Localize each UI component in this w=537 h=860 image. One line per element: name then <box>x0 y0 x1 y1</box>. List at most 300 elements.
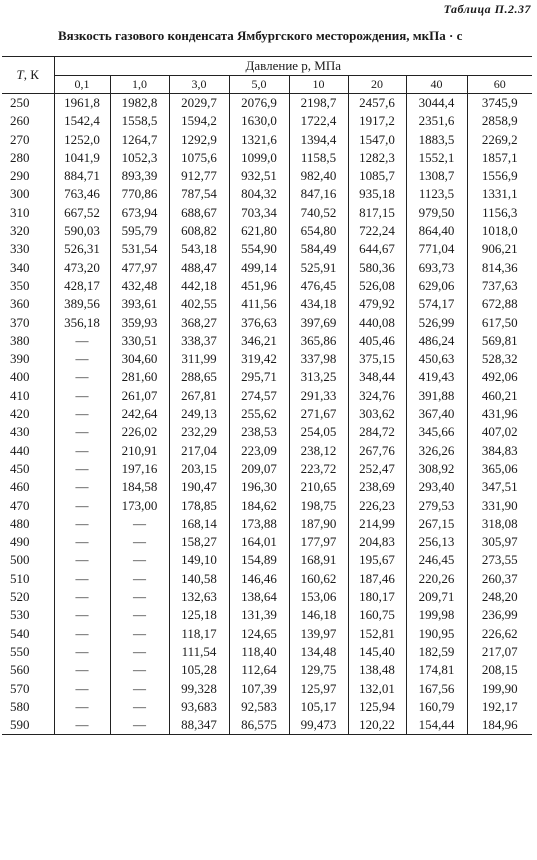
viscosity-cell: 431,96 <box>467 405 532 423</box>
viscosity-cell: 92,583 <box>229 698 289 716</box>
viscosity-cell: 88,347 <box>169 716 229 735</box>
viscosity-cell: 198,75 <box>289 497 348 515</box>
viscosity-cell: 134,48 <box>289 643 348 661</box>
viscosity-cell: 154,44 <box>406 716 467 735</box>
viscosity-cell: 1099,0 <box>229 149 289 167</box>
viscosity-cell: 847,16 <box>289 185 348 203</box>
viscosity-cell: 1123,5 <box>406 185 467 203</box>
viscosity-cell: 531,54 <box>110 240 169 258</box>
table-title: Вязкость газового конденсата Ямбургского месторождения, мкПа · с <box>58 28 463 43</box>
viscosity-cell: 397,69 <box>289 314 348 332</box>
viscosity-cell: 220,26 <box>406 570 467 588</box>
viscosity-cell: 389,56 <box>54 295 110 313</box>
viscosity-cell: 160,75 <box>348 606 406 624</box>
viscosity-cell: 763,46 <box>54 185 110 203</box>
table-row <box>2 332 532 350</box>
pressure-value-header: 0,1 <box>54 76 110 94</box>
viscosity-cell: 393,61 <box>110 295 169 313</box>
temperature-cell: 440 <box>2 442 54 460</box>
viscosity-cell: 569,81 <box>467 332 532 350</box>
viscosity-cell: 771,04 <box>406 240 467 258</box>
viscosity-cell: 2269,2 <box>467 131 532 149</box>
viscosity-cell: 210,65 <box>289 478 348 496</box>
viscosity-cell: — <box>110 570 169 588</box>
viscosity-cell: 305,97 <box>467 533 532 551</box>
viscosity-cell: 672,88 <box>467 295 532 313</box>
temperature-cell: 550 <box>2 643 54 661</box>
table-row <box>2 515 532 533</box>
viscosity-cell: 107,39 <box>229 680 289 698</box>
viscosity-cell: 167,56 <box>406 680 467 698</box>
viscosity-cell: 184,96 <box>467 716 532 735</box>
viscosity-cell: 528,32 <box>467 350 532 368</box>
viscosity-cell: 125,97 <box>289 680 348 698</box>
viscosity-cell: 187,46 <box>348 570 406 588</box>
temperature-cell: 270 <box>2 131 54 149</box>
viscosity-cell: 267,81 <box>169 387 229 405</box>
temperature-cell: 400 <box>2 368 54 386</box>
viscosity-cell: 722,24 <box>348 222 406 240</box>
table-row <box>2 94 532 113</box>
viscosity-cell: 1556,9 <box>467 167 532 185</box>
viscosity-cell: 326,26 <box>406 442 467 460</box>
viscosity-cell: 442,18 <box>169 277 229 295</box>
temperature-cell: 480 <box>2 515 54 533</box>
viscosity-cell: 1018,0 <box>467 222 532 240</box>
viscosity-cell: 486,24 <box>406 332 467 350</box>
viscosity-cell: 242,64 <box>110 405 169 423</box>
viscosity-cell: — <box>110 515 169 533</box>
viscosity-cell: 138,64 <box>229 588 289 606</box>
viscosity-cell: 105,28 <box>169 661 229 679</box>
viscosity-cell: 740,52 <box>289 204 348 222</box>
viscosity-cell: 197,16 <box>110 460 169 478</box>
viscosity-cell: 703,34 <box>229 204 289 222</box>
viscosity-cell: 173,00 <box>110 497 169 515</box>
temperature-cell: 510 <box>2 570 54 588</box>
viscosity-cell: 1630,0 <box>229 112 289 130</box>
table-row <box>2 716 532 735</box>
viscosity-cell: 440,08 <box>348 314 406 332</box>
viscosity-cell: 1282,3 <box>348 149 406 167</box>
viscosity-cell: 138,48 <box>348 661 406 679</box>
temperature-header <box>2 57 54 94</box>
viscosity-cell: 226,02 <box>110 423 169 441</box>
viscosity-cell: — <box>54 515 110 533</box>
temperature-cell: 410 <box>2 387 54 405</box>
table-row <box>2 405 532 423</box>
viscosity-cell: 1722,4 <box>289 112 348 130</box>
viscosity-cell: 1961,8 <box>54 94 110 113</box>
viscosity-cell: 195,67 <box>348 551 406 569</box>
table-row <box>2 350 532 368</box>
viscosity-cell: 223,72 <box>289 460 348 478</box>
viscosity-cell: — <box>54 698 110 716</box>
viscosity-cell: 346,21 <box>229 332 289 350</box>
viscosity-cell: — <box>110 551 169 569</box>
table-row <box>2 277 532 295</box>
viscosity-cell: 617,50 <box>467 314 532 332</box>
table-row <box>2 551 532 569</box>
viscosity-cell: 2029,7 <box>169 94 229 113</box>
viscosity-cell: 238,69 <box>348 478 406 496</box>
table-row <box>2 497 532 515</box>
viscosity-cell: 479,92 <box>348 295 406 313</box>
viscosity-cell: 238,53 <box>229 423 289 441</box>
pressure-values-row <box>2 76 532 94</box>
viscosity-cell: 160,62 <box>289 570 348 588</box>
viscosity-cell: 255,62 <box>229 405 289 423</box>
viscosity-cell: 168,14 <box>169 515 229 533</box>
viscosity-cell: 450,63 <box>406 350 467 368</box>
viscosity-cell: 864,40 <box>406 222 467 240</box>
table-row <box>2 588 532 606</box>
temperature-cell: 330 <box>2 240 54 258</box>
table-row <box>2 222 532 240</box>
viscosity-cell: 273,55 <box>467 551 532 569</box>
viscosity-cell: 281,60 <box>110 368 169 386</box>
viscosity-cell: — <box>54 588 110 606</box>
viscosity-cell: 460,21 <box>467 387 532 405</box>
viscosity-cell: 303,62 <box>348 405 406 423</box>
viscosity-cell: 238,12 <box>289 442 348 460</box>
viscosity-cell: 526,31 <box>54 240 110 258</box>
viscosity-cell: — <box>110 588 169 606</box>
table-body <box>2 94 532 735</box>
viscosity-cell: — <box>110 716 169 735</box>
viscosity-cell: 1264,7 <box>110 131 169 149</box>
viscosity-cell: — <box>110 533 169 551</box>
viscosity-cell: 129,75 <box>289 661 348 679</box>
table-row <box>2 295 532 313</box>
viscosity-cell: — <box>54 350 110 368</box>
viscosity-cell: 337,98 <box>289 350 348 368</box>
viscosity-cell: 149,10 <box>169 551 229 569</box>
temperature-cell: 300 <box>2 185 54 203</box>
table-row <box>2 167 532 185</box>
temperature-cell: 470 <box>2 497 54 515</box>
viscosity-cell: 173,88 <box>229 515 289 533</box>
viscosity-cell: 367,40 <box>406 405 467 423</box>
viscosity-cell: 338,37 <box>169 332 229 350</box>
pressure-value-header: 20 <box>348 76 406 94</box>
viscosity-cell: 274,57 <box>229 387 289 405</box>
viscosity-cell: 356,18 <box>54 314 110 332</box>
viscosity-cell: — <box>54 497 110 515</box>
viscosity-cell: 2457,6 <box>348 94 406 113</box>
viscosity-cell: 673,94 <box>110 204 169 222</box>
viscosity-cell: 434,18 <box>289 295 348 313</box>
viscosity-cell: 492,06 <box>467 368 532 386</box>
viscosity-cell: 554,90 <box>229 240 289 258</box>
viscosity-cell: 208,15 <box>467 661 532 679</box>
temperature-cell: 350 <box>2 277 54 295</box>
viscosity-cell: 3745,9 <box>467 94 532 113</box>
viscosity-cell: 2198,7 <box>289 94 348 113</box>
viscosity-cell: 2351,6 <box>406 112 467 130</box>
viscosity-cell: 365,06 <box>467 460 532 478</box>
viscosity-cell: 476,45 <box>289 277 348 295</box>
viscosity-cell: 318,08 <box>467 515 532 533</box>
viscosity-cell: 184,58 <box>110 478 169 496</box>
viscosity-cell: 526,08 <box>348 277 406 295</box>
viscosity-cell: 1594,2 <box>169 112 229 130</box>
temperature-cell: 590 <box>2 716 54 735</box>
viscosity-cell: 174,81 <box>406 661 467 679</box>
table-row <box>2 698 532 716</box>
viscosity-cell: — <box>54 478 110 496</box>
viscosity-cell: 1252,0 <box>54 131 110 149</box>
temperature-cell: 310 <box>2 204 54 222</box>
viscosity-cell: 232,29 <box>169 423 229 441</box>
temperature-symbol: T <box>16 67 24 82</box>
viscosity-cell: 105,17 <box>289 698 348 716</box>
viscosity-cell: 411,56 <box>229 295 289 313</box>
table-row <box>2 112 532 130</box>
viscosity-cell: — <box>54 387 110 405</box>
table-row <box>2 314 532 332</box>
temperature-cell: 580 <box>2 698 54 716</box>
viscosity-cell: 196,30 <box>229 478 289 496</box>
viscosity-cell: 375,15 <box>348 350 406 368</box>
viscosity-cell: — <box>54 405 110 423</box>
viscosity-cell: 313,25 <box>289 368 348 386</box>
viscosity-cell: 1075,6 <box>169 149 229 167</box>
viscosity-cell: 451,96 <box>229 277 289 295</box>
table-label: Таблица П.2.37 <box>443 2 531 16</box>
viscosity-cell: 132,01 <box>348 680 406 698</box>
table-row <box>2 240 532 258</box>
viscosity-cell: 182,59 <box>406 643 467 661</box>
temperature-cell: 560 <box>2 661 54 679</box>
viscosity-cell: 187,90 <box>289 515 348 533</box>
viscosity-cell: — <box>54 533 110 551</box>
viscosity-cell: 160,79 <box>406 698 467 716</box>
viscosity-cell: 787,54 <box>169 185 229 203</box>
viscosity-cell: 814,36 <box>467 259 532 277</box>
viscosity-cell: 644,67 <box>348 240 406 258</box>
viscosity-cell: 391,88 <box>406 387 467 405</box>
viscosity-cell: 252,47 <box>348 460 406 478</box>
viscosity-cell: 145,40 <box>348 643 406 661</box>
viscosity-cell: 1156,3 <box>467 204 532 222</box>
viscosity-cell: — <box>54 625 110 643</box>
viscosity-cell: 226,23 <box>348 497 406 515</box>
viscosity-cell: 217,04 <box>169 442 229 460</box>
table-row <box>2 149 532 167</box>
viscosity-cell: 203,15 <box>169 460 229 478</box>
viscosity-cell: — <box>54 551 110 569</box>
viscosity-cell: 125,94 <box>348 698 406 716</box>
table-row <box>2 606 532 624</box>
viscosity-cell: 584,49 <box>289 240 348 258</box>
viscosity-cell: 217,07 <box>467 643 532 661</box>
viscosity-cell: 152,81 <box>348 625 406 643</box>
viscosity-cell: 629,06 <box>406 277 467 295</box>
pressure-value-header: 40 <box>406 76 467 94</box>
viscosity-cell: 525,91 <box>289 259 348 277</box>
temperature-cell: 380 <box>2 332 54 350</box>
viscosity-cell: 1542,4 <box>54 112 110 130</box>
viscosity-cell: 291,33 <box>289 387 348 405</box>
viscosity-cell: 804,32 <box>229 185 289 203</box>
viscosity-cell: 304,60 <box>110 350 169 368</box>
viscosity-cell: — <box>54 606 110 624</box>
pressure-value-header: 10 <box>289 76 348 94</box>
viscosity-cell: 308,92 <box>406 460 467 478</box>
viscosity-cell: 324,76 <box>348 387 406 405</box>
viscosity-cell: 118,40 <box>229 643 289 661</box>
viscosity-cell: 209,71 <box>406 588 467 606</box>
viscosity-cell: — <box>110 643 169 661</box>
viscosity-cell: 210,91 <box>110 442 169 460</box>
table-row <box>2 387 532 405</box>
temperature-cell: 520 <box>2 588 54 606</box>
viscosity-cell: 979,50 <box>406 204 467 222</box>
viscosity-cell: 93,683 <box>169 698 229 716</box>
viscosity-cell: 226,62 <box>467 625 532 643</box>
temperature-cell: 490 <box>2 533 54 551</box>
viscosity-cell: 178,85 <box>169 497 229 515</box>
viscosity-cell: 246,45 <box>406 551 467 569</box>
table-row <box>2 533 532 551</box>
temperature-cell: 250 <box>2 94 54 113</box>
viscosity-cell: — <box>54 680 110 698</box>
table-row <box>2 185 532 203</box>
temperature-cell: 260 <box>2 112 54 130</box>
viscosity-cell: 912,77 <box>169 167 229 185</box>
viscosity-cell: 140,58 <box>169 570 229 588</box>
viscosity-cell: 3044,4 <box>406 94 467 113</box>
viscosity-cell: 199,98 <box>406 606 467 624</box>
viscosity-cell: — <box>54 332 110 350</box>
viscosity-cell: 906,21 <box>467 240 532 258</box>
viscosity-cell: — <box>54 661 110 679</box>
viscosity-cell: 932,51 <box>229 167 289 185</box>
viscosity-cell: 1308,7 <box>406 167 467 185</box>
viscosity-cell: 184,62 <box>229 497 289 515</box>
viscosity-cell: 405,46 <box>348 332 406 350</box>
viscosity-cell: 209,07 <box>229 460 289 478</box>
temperature-cell: 280 <box>2 149 54 167</box>
viscosity-cell: 654,80 <box>289 222 348 240</box>
viscosity-cell: — <box>54 716 110 735</box>
viscosity-cell: 693,73 <box>406 259 467 277</box>
viscosity-cell: 1321,6 <box>229 131 289 149</box>
viscosity-cell: 770,86 <box>110 185 169 203</box>
viscosity-cell: 365,86 <box>289 332 348 350</box>
table-row <box>2 661 532 679</box>
viscosity-cell: 154,89 <box>229 551 289 569</box>
temperature-cell: 360 <box>2 295 54 313</box>
viscosity-cell: 260,37 <box>467 570 532 588</box>
temperature-unit: , К <box>23 67 39 82</box>
viscosity-cell: 146,46 <box>229 570 289 588</box>
viscosity-cell: 621,80 <box>229 222 289 240</box>
viscosity-cell: — <box>54 460 110 478</box>
table-row <box>2 368 532 386</box>
viscosity-cell: 271,67 <box>289 405 348 423</box>
viscosity-cell: 499,14 <box>229 259 289 277</box>
table-row <box>2 460 532 478</box>
viscosity-cell: 168,91 <box>289 551 348 569</box>
temperature-cell: 390 <box>2 350 54 368</box>
temperature-cell: 430 <box>2 423 54 441</box>
table-row <box>2 259 532 277</box>
viscosity-cell: 158,27 <box>169 533 229 551</box>
viscosity-cell: 330,51 <box>110 332 169 350</box>
viscosity-cell: 1857,1 <box>467 149 532 167</box>
viscosity-cell: 893,39 <box>110 167 169 185</box>
viscosity-cell: 1158,5 <box>289 149 348 167</box>
table-row <box>2 478 532 496</box>
viscosity-cell: 368,27 <box>169 314 229 332</box>
temperature-cell: 420 <box>2 405 54 423</box>
viscosity-cell: 192,17 <box>467 698 532 716</box>
viscosity-cell: 248,20 <box>467 588 532 606</box>
viscosity-cell: 402,55 <box>169 295 229 313</box>
viscosity-cell: 223,09 <box>229 442 289 460</box>
viscosity-cell: 376,63 <box>229 314 289 332</box>
viscosity-cell: 1041,9 <box>54 149 110 167</box>
viscosity-cell: — <box>54 570 110 588</box>
viscosity-cell: 574,17 <box>406 295 467 313</box>
temperature-cell: 450 <box>2 460 54 478</box>
viscosity-cell: 407,02 <box>467 423 532 441</box>
viscosity-cell: 204,83 <box>348 533 406 551</box>
viscosity-cell: 112,64 <box>229 661 289 679</box>
viscosity-cell: 132,63 <box>169 588 229 606</box>
viscosity-cell: 164,01 <box>229 533 289 551</box>
viscosity-cell: 288,65 <box>169 368 229 386</box>
viscosity-cell: 153,06 <box>289 588 348 606</box>
pressure-header: Давление p, МПа <box>54 57 532 76</box>
viscosity-cell: 295,71 <box>229 368 289 386</box>
table-row <box>2 570 532 588</box>
viscosity-cell: 737,63 <box>467 277 532 295</box>
pressure-value-header: 60 <box>467 76 532 94</box>
viscosity-cell: 608,82 <box>169 222 229 240</box>
viscosity-cell: 125,18 <box>169 606 229 624</box>
viscosity-cell: 1331,1 <box>467 185 532 203</box>
viscosity-cell: 124,65 <box>229 625 289 643</box>
viscosity-cell: 347,51 <box>467 478 532 496</box>
viscosity-cell: 1052,3 <box>110 149 169 167</box>
viscosity-cell: 331,90 <box>467 497 532 515</box>
viscosity-cell: 2076,9 <box>229 94 289 113</box>
viscosity-cell: 477,97 <box>110 259 169 277</box>
temperature-cell: 320 <box>2 222 54 240</box>
table-row <box>2 423 532 441</box>
viscosity-table <box>2 56 532 735</box>
table-row <box>2 680 532 698</box>
temperature-cell: 340 <box>2 259 54 277</box>
viscosity-cell: 595,79 <box>110 222 169 240</box>
temperature-cell: 370 <box>2 314 54 332</box>
viscosity-cell: 249,13 <box>169 405 229 423</box>
pressure-value-header: 1,0 <box>110 76 169 94</box>
viscosity-cell: — <box>110 661 169 679</box>
viscosity-cell: 190,47 <box>169 478 229 496</box>
viscosity-cell: 131,39 <box>229 606 289 624</box>
viscosity-cell: 384,83 <box>467 442 532 460</box>
viscosity-cell: 428,17 <box>54 277 110 295</box>
viscosity-cell: 590,03 <box>54 222 110 240</box>
viscosity-cell: — <box>110 625 169 643</box>
viscosity-cell: — <box>110 698 169 716</box>
viscosity-cell: 180,17 <box>348 588 406 606</box>
viscosity-cell: — <box>54 643 110 661</box>
